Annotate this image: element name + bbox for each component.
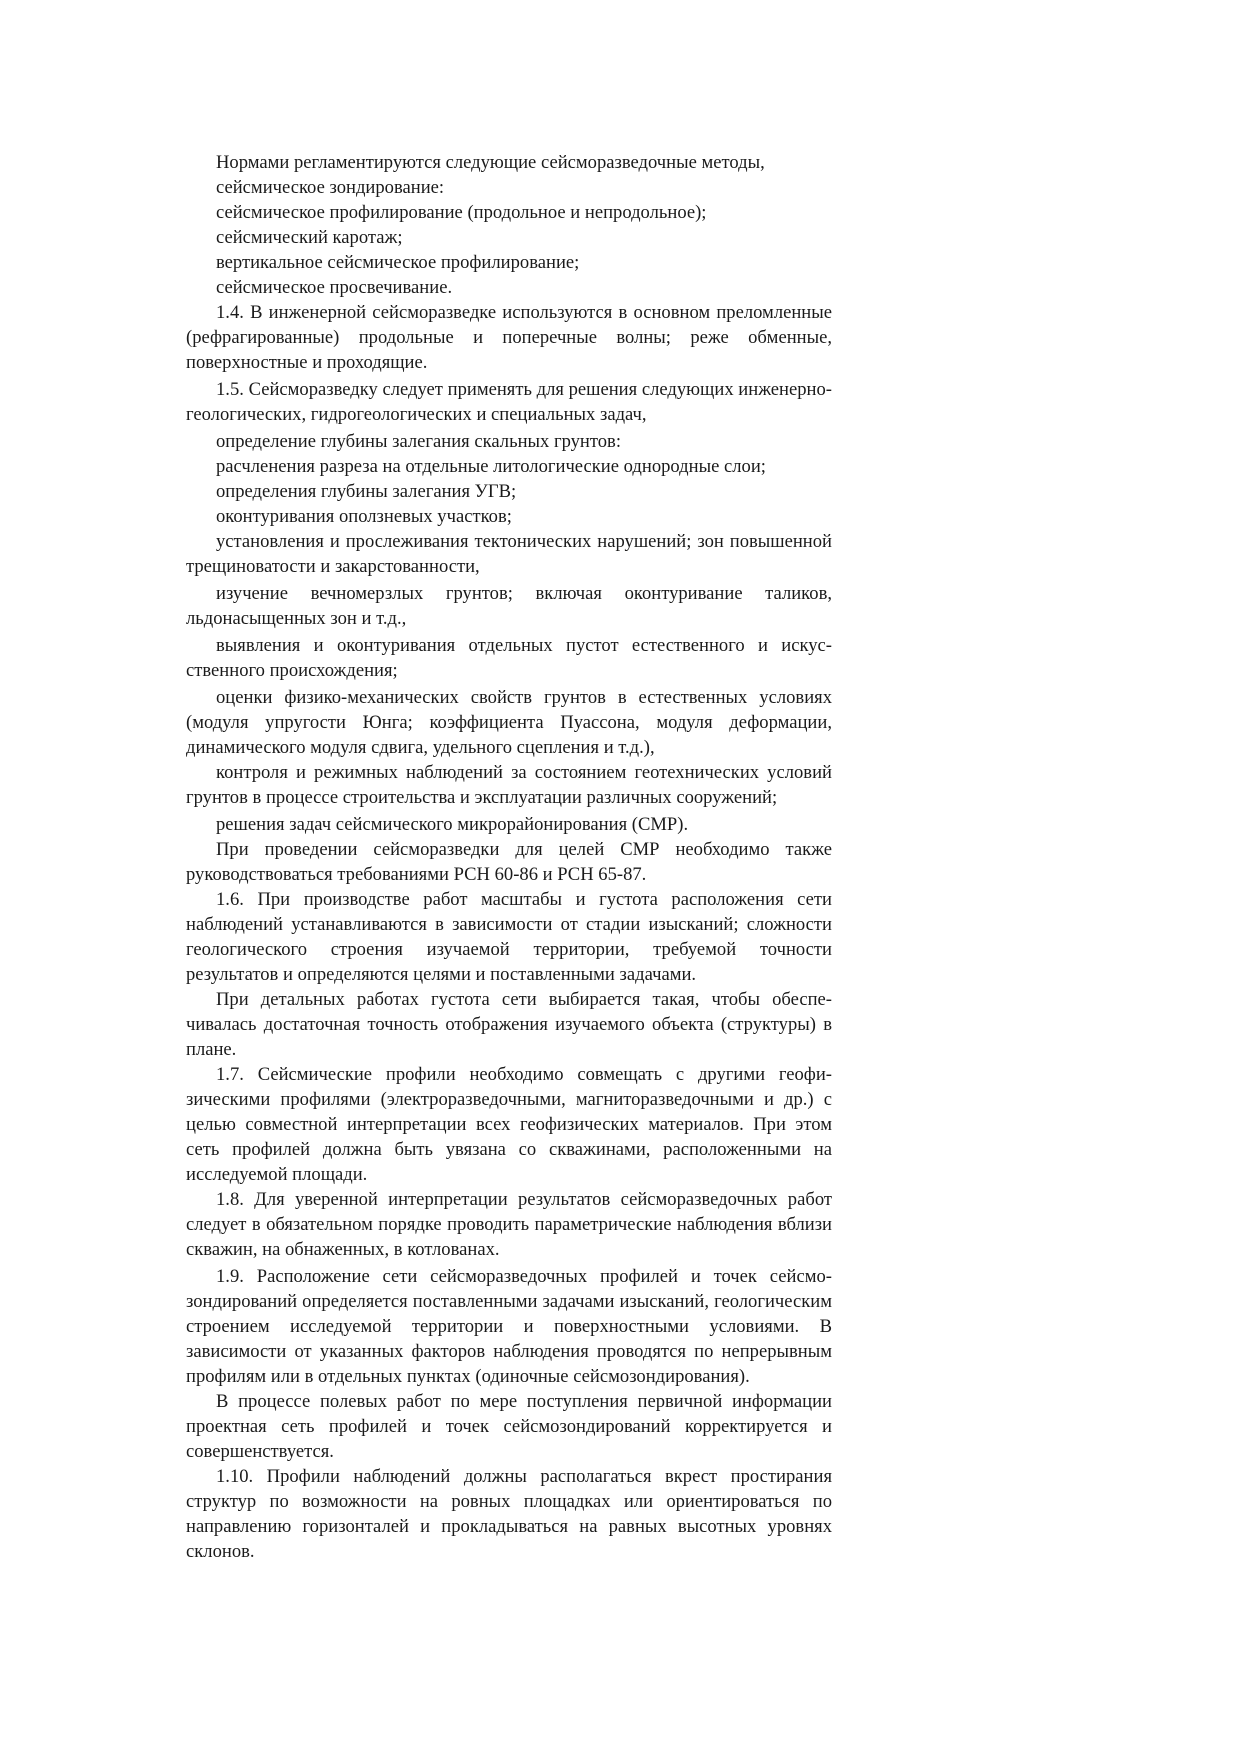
paragraph-detailed-works: При детальных работах густота сети выбирается такая, чтобы обеспечивалась достаточная точность отображения изучаемого объекта (структуры) в плане. (186, 989, 832, 1060)
document-body (186, 150, 832, 1564)
paragraph-field-works: В процессе полевых работ по мере поступления первичной информации проектная сеть профилей и точек сейсмозондирований корректируется и совершенствуется. (186, 1391, 832, 1462)
paragraph-1-7: 1.7. Сейсмические профили необходимо совмещать с другими геофизическими профилями (электроразведочными, магниторазведочными и др.) с целью совместной интерпретации всех геофизических материалов. При этом сеть профилей должна быть увязана со скважинами, расположенными на исследуемой площади. (186, 1064, 832, 1185)
paragraph-seismic-transillumination: сейсмическое просвечивание. (216, 277, 453, 298)
paragraph-task-landslides: оконтуривания оползневых участков; (216, 506, 512, 527)
paragraph-task-soil-properties: оценки физико-механических свойств грунтов в естественных условиях (модуля упругости Юнга; коэффициента Пуассона, модуля деформации, динамического модуля сдвига, удельного сцепления и т.д.), (186, 687, 832, 758)
paragraph-task-permafrost: изучение вечномерзлых грунтов; включая оконтуривание таликов, льдонасыщенных зон и т.д., (186, 583, 832, 629)
paragraph-vertical-profiling: вертикальное сейсмическое профилирование; (216, 252, 580, 273)
paragraph-task-cavities: выявления и оконтуривания отдельных пустот естественного и искусственного происхождения; (186, 635, 832, 681)
paragraph-seismic-sounding: сейсмическое зондирование: (216, 177, 445, 198)
paragraph-task-rock-depth: определение глубины залегания скальных грунтов: (216, 431, 622, 452)
paragraph-task-tectonics: установления и прослеживания тектонических нарушений; зон повышенной трещиноватости и закарстованности, (186, 531, 832, 577)
paragraph-1-8: 1.8. Для уверенной интерпретации результатов сейсморазведочных работ следует в обязательном порядке проводить параметрические наблюдения вблизи скважин, на обнаженных, в котлованах. (186, 1189, 832, 1260)
paragraph-task-layers: расчленения разреза на отдельные литологические однородные слои; (216, 456, 766, 477)
paragraph-1-6: 1.6. При производстве работ масштабы и густота расположения сети наблюдений устанавливаются в зависимости от стадии изысканий; сложности геологического строения изучаемой территории, требуемой точности результатов и определяются целями и поставленными задачами. (186, 889, 832, 985)
paragraph-task-monitoring: контроля и режимных наблюдений за состоянием геотехнических условий грунтов в процессе строительства и эксплуатации различных сооружений; (186, 762, 832, 808)
paragraph-1-5: 1.5. Сейсморазведку следует применять для решения следующих инженерно-геологических, гидрогеологических и специальных задач, (186, 379, 832, 425)
paragraph-seismic-logging: сейсмический каротаж; (216, 227, 403, 248)
paragraph-1-4: 1.4. В инженерной сейсморазведке используются в основном преломленные (рефрагированные) продольные и поперечные волны; реже обменные, поверхностные и проходящие. (186, 302, 832, 373)
paragraph-methods-intro: Нормами регламентируются следующие сейсморазведочные методы, (216, 152, 765, 173)
paragraph-1-9: 1.9. Расположение сети сейсморазведочных профилей и точек сейсмозондирований определяется поставленными задачами изысканий, геологическим строением исследуемой территории и поверхностными условиями. В зависимости от указанных факторов наблюдения проводятся по непрерывным профилям или в отдельных пунктах (одиночные сейсмозондирования). (186, 1266, 832, 1387)
paragraph-seismic-profiling: сейсмическое профилирование (продольное и непродольное); (216, 202, 707, 223)
paragraph-smr-requirements: При проведении сейсморазведки для целей СМР необходимо также руководствоваться требованиями РСН 60-86 и РСН 65-87. (186, 839, 832, 885)
paragraph-task-microzoning: решения задач сейсмического микрорайонирования (СМР). (216, 814, 689, 835)
paragraph-1-10: 1.10. Профили наблюдений должны располагаться вкрест простирания структур по возможности на ровных площадках или ориентироваться по направлению горизонталей и прокладываться на равных высотных уровнях склонов. (186, 1466, 832, 1562)
paragraph-task-groundwater: определения глубины залегания УГВ; (216, 481, 517, 502)
